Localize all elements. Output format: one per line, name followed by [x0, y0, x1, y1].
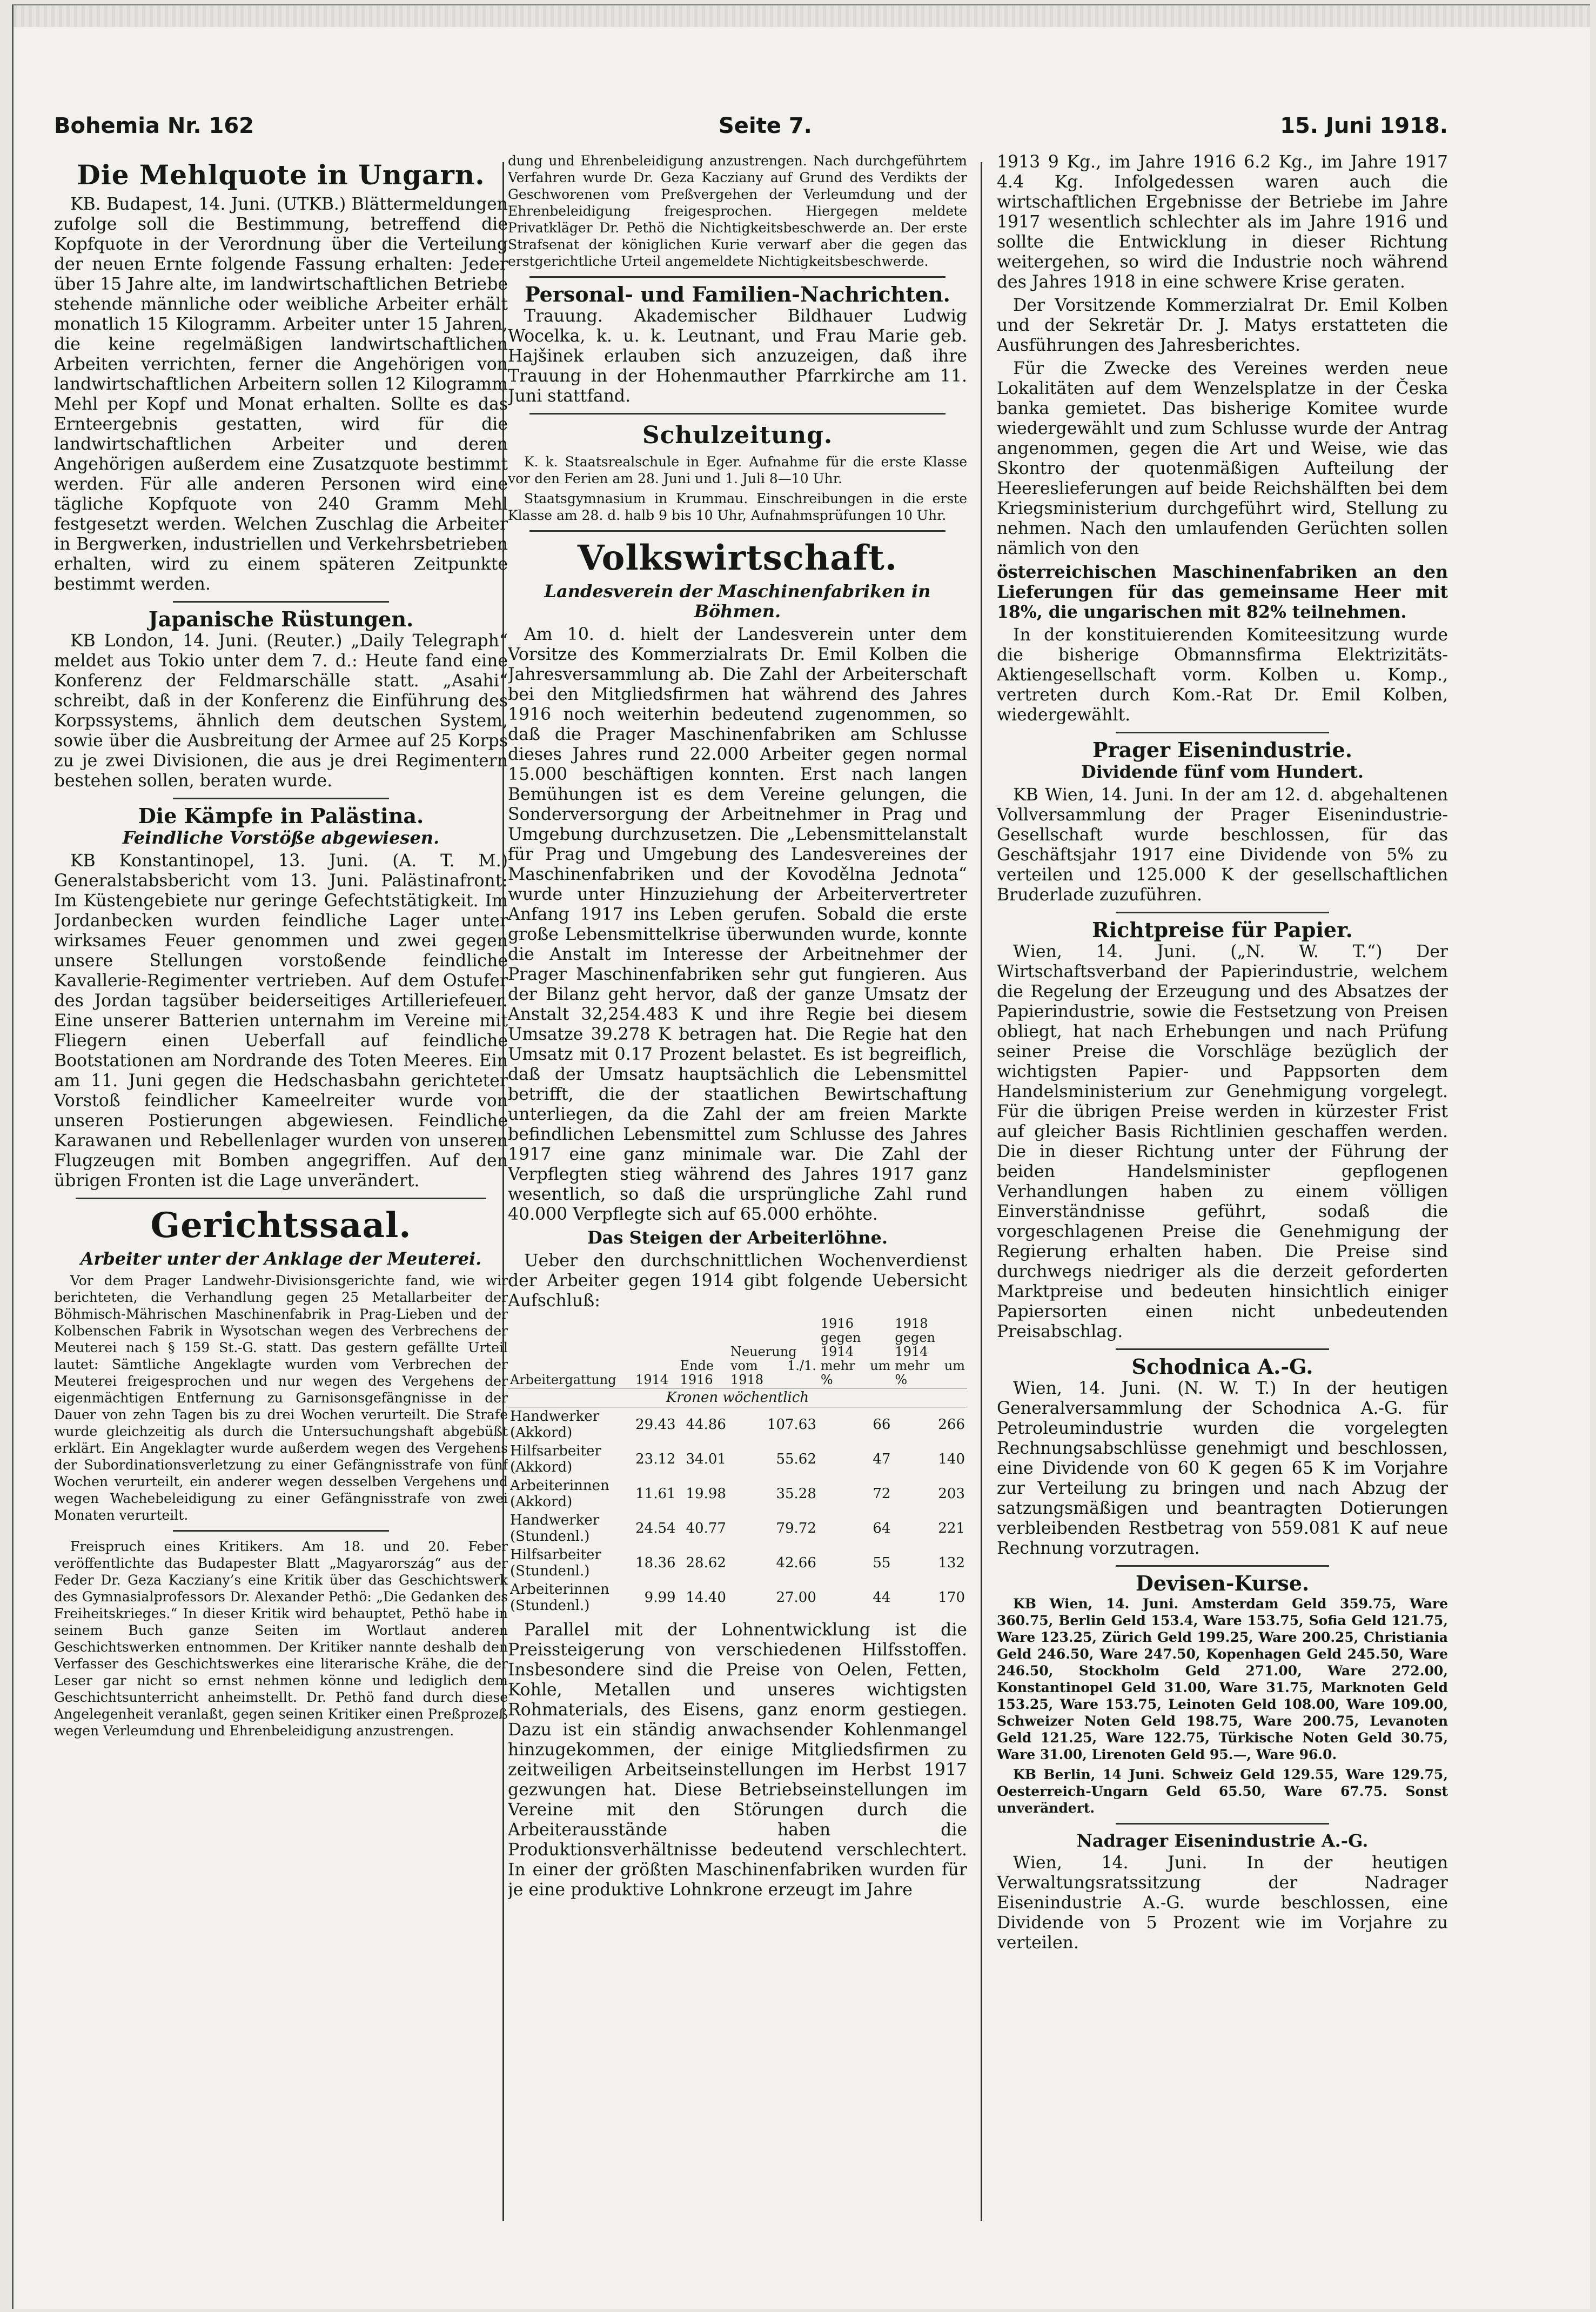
wages-col-header: 1916 gegen 1914 mehr um % — [819, 1315, 893, 1388]
divider — [1116, 732, 1329, 733]
wages-cell: 34.01 — [686, 1451, 726, 1467]
article-title-japan: Japanische Rüstungen. — [148, 607, 414, 631]
wages-cell: 44 — [873, 1589, 891, 1606]
wages-table-row — [508, 1580, 967, 1615]
wages-col-header: Neuerung vom 1./1. 1918 — [728, 1315, 819, 1388]
wages-cell: 11.61 — [635, 1486, 676, 1502]
wages-cell: 72 — [873, 1486, 891, 1502]
wages-cell: 79.72 — [776, 1520, 816, 1536]
schul-item-eger: K. k. Staatsrealschule in Eger. Aufnahme für die erste Klasse vor den Ferien am 28. Juni und 1. Juli 8—10 Uhr. — [508, 454, 967, 486]
divider — [1116, 1565, 1329, 1567]
divider — [529, 530, 945, 532]
section-title-volkswirtschaft: Volkswirtschaft. — [577, 538, 898, 578]
article-title-schodnica: Schodnica A.-G. — [1131, 1354, 1313, 1379]
article-body-japan: KB London, 14. Juni. (Reuter.) „Daily Telegraph“ meldet aus Tokio unter dem 7. d.: Heute fand eine Konferenz der Feldmarschälle statt. „Asahi“ schreibt, daß in der Konferenz die Einführung des Korpssystems, ähnlich dem deutschen System, sowie über die Ausbreitung der Armee auf 25 Korps zu je zwei Divisionen, die aus je drei Regimentern bestehen sollen, beraten wurde. — [54, 631, 508, 791]
scan-edge — [14, 5, 1590, 27]
wages-cell: 140 — [938, 1451, 965, 1467]
wages-table-row — [508, 1407, 967, 1442]
article-continuation-landesverein: 1913 9 Kg., im Jahre 1916 6.2 Kg., im Jahre 1917 4.4 Kg. Infolgedessen waren auch die wirtschaftlichen Ergebnisse der Betriebe im Jahre 1917 wesentlich schlechter als im Jahre 1916 und sollte die Entwicklung in dieser Richtung weitergehen, so wird die Industrie noch während des Jahres 1918 in eine schwere Krise geraten. — [997, 152, 1448, 292]
article-body-lokalitaeten: Für die Zwecke des Vereines werden neue Lokalitäten auf dem Wenzelsplatze in der Česka banka gemietet. Das bisherige Komitee wurde wiedergewählt und zum Schlusse wurde der Antrag angenommen, gegen die Art und Weise, wie das Skontro der quotenmäßigen Aufteilung der Heereslieferungen auf beide Reichshälften bei dem Kriegsministerium durchgeführt wird, Stellung zu nehmen. Nach den umlaufenden Gerüchten sollen nämlich von den — [997, 359, 1448, 558]
article-body-schodnica: Wien, 14. Juni. (N. W. T.) In der heutigen Generalversammlung der Schodnica A.-G. für Petroleumindustrie wurden die vorgelegten Rechnungsabschlüsse genehmigt und beschlossen, eine Dividende von 60 K gegen 65 K im Vorjahre zur Verteilung zu bringen und nach Abzug der satzungsmäßigen und beantragten Dotierungen verbleibenden Restbetrag von 559.081 K auf neue Rechnung vorzutragen. — [997, 1379, 1448, 1558]
wages-col-header: 1914 — [633, 1315, 678, 1388]
article-body-gerichtssaal: Vor dem Prager Landwehr-Divisionsgerichte fand, wie wir berichteten, die Verhandlung gegen 25 Metallarbeiter der Böhmisch-Mährischen Maschinenfabrik in Prag-Lieben und der Kolbenschen Fabrik in Wysotschan wegen des Verbrechens der Meuterei nach § 159 St.-G. statt. Das gestern gefällte Urteil lautet: Sämtliche Angeklagte wurden vom Verbrechen der Meuterei freigesprochen und nur wegen des Vergehens der eigenmächtigen Entfernung zu Garnisonsgefängnisse in der Dauer von zehn Tagen bis zu drei Wochen verurteilt. Die Strafe wurde gleichzeitig als durch die Untersuchungshaft abgebüßt erklärt. Ein Angeklagter wurde außerdem wegen des Vergehens der Subordinationsverletzung zu einer Gefängnisstrafe von fünf Wochen verurteilt, ein anderer wegen desselben Vergehens und wegen Wachebeleidigung zu einer Gefängnisstrafe von zwei Monaten verurteilt. — [54, 1273, 508, 1523]
article-body-mehlquote: KB. Budapest, 14. Juni. (UTKB.) Blättermeldungen zufolge soll die Bestimmung, betreffend die Kopfquote in der Verordnung über die Verteilung der neuen Ernte folgende Fassung erhalten: Jeder über 15 Jahre alte, im landwirtschaftlichen Betriebe stehende männliche oder weibliche Arbeiter erhält monatlich 15 Kilogramm. Arbeiter unter 15 Jahren, die keine regelmäßigen landwirtschaftlichen Arbeiten verrichten, ferner die Angehörigen von landwirtschaftlichen Arbeitern sollen 12 Kilogramm Mehl per Kopf und Monat erhalten. Sollte es das Ernteergebnis gestatten, wird für die landwirtschaftlichen Arbeiter und deren Angehörigen außerdem eine Zusatzquote bestimmt werden. Für alle anderen Personen wird eine tägliche Kopfquote von 240 Gramm Mehl festgesetzt werden. Welchen Zuschlag die Arbeiter in Bergwerken, industriellen und Verkehrsbetrieben erhalten, wird zu einem späteren Zeitpunkte bestimmt werden. — [54, 195, 508, 594]
article-title-prager: Prager Eisenindustrie. — [1092, 738, 1352, 762]
wages-table-subheader — [508, 1388, 967, 1407]
wages-cell: 203 — [938, 1486, 965, 1502]
wages-cell: 14.40 — [686, 1589, 726, 1606]
section-title-gerichtssaal: Gerichtssaal. — [150, 1205, 412, 1246]
wages-unit: Kronen wöchentlich — [508, 1388, 967, 1407]
wages-cell: Handwerker (Akkord) — [510, 1408, 600, 1441]
article-title-palaestina: Die Kämpfe in Palästina. — [138, 804, 424, 828]
wages-cell: 35.28 — [776, 1486, 816, 1502]
wages-cell: 266 — [938, 1416, 965, 1433]
divider — [76, 1198, 486, 1199]
article-body-lieferungen: österreichischen Maschinenfabriken an den Lieferungen für das gemeinsame Heer mit 18%, die ungarischen mit 82% teilnehmen. — [997, 562, 1448, 622]
wages-cell: 66 — [873, 1416, 891, 1433]
article-body-landesverein: Am 10. d. hielt der Landesverein unter dem Vorsitze des Kommerzialrats Dr. Emil Kolben die Jahresversammlung ab. Die Zahl der Arbeiterschaft bei den Mitgliedsfirmen hat während des Jahres 1916 noch weiterhin bedeutend zugenommen, so daß die Prager Maschinenfabriken am Schlusse dieses Jahres rund 22.000 Arbeiter gegen normal 15.000 beschäftigen konnten. Erst nach langen Bemühungen ist es dem Vereine gelungen, die Sonderversorgung der Arbeitnehmer in Prag und Umgebung durchzusetzen. Die „Lebensmittelanstalt für Prag und Umgebung des Landesvereines der Maschinenfabriken und der Kovodělna Jednota“ wurde unter Hinzuziehung der Arbeitervertreter Anfang 1917 ins Leben gerufen. Sobald die erste große Lebensmittelkrise überwunden wurde, konnte die Anstalt im Interesse der Arbeitnehmer der Prager Maschinenfabriken sehr gut fungieren. Aus der Bilanz geht hervor, daß der ganze Umsatz der Anstalt 32,254.483 K und ihre Regie bei diesem Umsatze 39.278 K betragen hat. Die Regie hat den Umsatz mit 0.17 Prozent belastet. Es ist begreiflich, daß der Umsatz hauptsächlich die Lebensmittel betrifft, die der staatlichen Bewirtschaftung unterliegen, da die Zahl der am freien Markte befindlichen Lebensmittel zum Schlusse des Jahres 1917 eine ganz minimale war. Die Zahl der Verpflegten stieg während des Jahres 1917 ganz wesentlich, so daß die ursprüngliche Zahl rund 40.000 Verpflegte sich auf 65.000 erhöhte. — [508, 625, 967, 1224]
wages-cell: 132 — [938, 1555, 965, 1571]
wages-cell: Hilfsarbeiter (Akkord) — [510, 1443, 601, 1475]
wages-col-header: Ende 1916 — [678, 1315, 728, 1388]
header-left: Bohemia Nr. 162 — [54, 113, 254, 138]
wages-cell: 27.00 — [776, 1589, 816, 1606]
wages-cell: 44.86 — [686, 1416, 726, 1433]
article-body-vorsitzende: Der Vorsitzende Kommerzialrat Dr. Emil Kolben und der Sekretär Dr. J. Matys erstatteten die Ausführungen des Jahresberichtes. — [997, 296, 1448, 355]
article-body-prager: KB Wien, 14. Juni. In der am 12. d. abgehaltenen Vollversammlung der Prager Eisenindustrie-Gesellschaft wurde beschlossen, für das Geschäftsjahr 1917 eine Dividende von 5% zu verteilen und 125.000 K der gesellschaftlichen Bruderlade zuzuführen. — [997, 785, 1448, 905]
wages-col-header: 1918 gegen 1914 mehr um % — [893, 1315, 967, 1388]
divider — [1116, 1348, 1329, 1350]
wages-cell: 170 — [938, 1589, 965, 1606]
wages-table-row — [508, 1511, 967, 1546]
page-header — [54, 113, 1448, 146]
article-body-kritiker: Freispruch eines Kritikers. Am 18. und 20. Feber veröffentlichte das Budapester Blatt „Magyarország“ aus der Feder Dr. Geza Kacziany’s eine Kritik über das Geschichtswerk des Gymnasialprofessors Dr. Alexander Pethö: „Die Gedanken des Freiheitskrieges.“ In dieser Kritik wird behauptet, Pethö habe in seinem Buch ganze Seiten im Wortlaut anderen Geschichtswerken entnommen. Der Kritiker nannte deshalb den Verfasser des Geschichtswerkes eine literarische Krähe, die der Leser gar nicht so ernst nehmen könne und lediglich dem Geschichtsunterricht anheimstellt. Dr. Pethö fand durch diese Angelegenheit veranlaßt, gegen seinen Kritiker einen Preßprozeß wegen Verleumdung und Ehrenbeleidigung anzustrengen. — [54, 1539, 508, 1739]
article-body-loehne: Parallel mit der Lohnentwicklung ist die Preissteigerung von verschiedenen Hilfsstoffen. Insbesondere sind die Preise von Oelen, Fetten, Kohle, Metallen und unseres wichtigsten Rohmaterials, des Eisens, ganz enorm gestiegen. Dazu ist ein ständig anwachsender Kohlenmangel hinzugekommen, der einige Mitgliedsfirmen zu zeitweiligen Arbeitseinstellungen im Herbst 1917 gezwungen hat. Diese Betriebseinstellungen im Vereine mit den Störungen durch die Arbeiterausstände haben die Produktionsverhältnisse bedeutend verschlechtert. In einer der größten Maschinenfabriken wurden für je eine produktive Lohnkrone erzeugt im Jahre — [508, 1620, 967, 1900]
column-2 — [508, 152, 967, 2249]
article-body-nadrager: Wien, 14. Juni. In der heutigen Verwaltungsratssitzung der Nadrager Eisenindustrie A.-G. wurde beschlossen, eine Dividende von 5 Prozent wie im Vorjahre zu verteilen. — [997, 1853, 1448, 1953]
wages-cell: 221 — [938, 1520, 965, 1536]
wages-table-row — [508, 1546, 967, 1580]
wages-cell: 107.63 — [767, 1416, 816, 1433]
wages-cell: 42.66 — [776, 1555, 816, 1571]
header-right: 15. Juni 1918. — [1280, 113, 1448, 138]
wages-cell: 40.77 — [686, 1520, 726, 1536]
article-body-personal: Trauung. Akademischer Bildhauer Ludwig Wocelka, k. u. k. Leutnant, und Frau Marie geb. Hajšinek erlauben sich anzuzeigen, daß ihre Trauung in der Hohenmauther Pfarrkirche am 11. Juni stattfand. — [508, 306, 967, 406]
wages-cell: 24.54 — [635, 1520, 676, 1536]
article-subtitle-gerichtssaal: Arbeiter unter der Anklage der Meuterei. — [80, 1248, 482, 1269]
wages-table — [508, 1315, 967, 1615]
wages-cell: 28.62 — [686, 1555, 726, 1571]
wages-cell: 29.43 — [635, 1416, 676, 1433]
wages-table-row — [508, 1442, 967, 1476]
section-title-schulzeitung: Schulzeitung. — [642, 422, 833, 449]
column-1 — [54, 152, 508, 2249]
divider — [529, 413, 945, 415]
wages-cell: 64 — [873, 1520, 891, 1536]
article-body-papier: Wien, 14. Juni. („N. W. T.“) Der Wirtschaftsverband der Papierindustrie, welchem die Regelung der Erzeugung und des Absatzes der Papierindustrie, sowie die Festsetzung von Preisen obliegt, hat nach Erhebungen und nach Prüfung seiner Preise die Vorschläge bezüglich der wichtigsten Papier- und Pappsorten dem Handelsministerium zur Genehmigung vorgelegt. Für die übrigen Preise werden in kürzester Frist auf gleicher Basis Richtlinien geschaffen werden. Die in dieser Richtung unter der Führung der beiden Handelsminister gepflogenen Verhandlungen haben zu einem völligen Einverständnisse geführt, sodaß die vorgeschlagenen Preise die Genehmigung der Regierung erhalten haben. Die Preise sind durchwegs niedriger als die derzeit geforderten Marktpreise und bedeuten hinsichtlich einiger Papiersorten einen nicht unbedeutenden Preisabschlag. — [997, 942, 1448, 1341]
article-body-devisen-berlin: KB Berlin, 14 Juni. Schweiz Geld 129.55, Ware 129.75, Oesterreich-Ungarn Geld 65.50, Ware 67.75. Sonst unverändert. — [997, 1767, 1448, 1816]
divider — [173, 798, 389, 799]
article-body-devisen-wien: KB Wien, 14. Juni. Amsterdam Geld 359.75, Ware 360.75, Berlin Geld 153.4, Ware 153.75, Sofia Geld 121.75, Ware 123.25, Zürich Geld 199.25, Ware 200.25, Christiania Geld 246.50, Ware 247.50, Kopenhagen Geld 245.50, Ware 246.50, Stockholm Geld 271.00, Ware 272.00, Konstantinopel Geld 31.00, Ware 31.75, Marknoten Geld 153.25, Ware 153.75, Leinoten Geld 108.00, Ware 109.00, Schweizer Noten Geld 198.75, Ware 200.75, Levanoten Geld 121.25, Ware 122.75, Türkische Noten Geld 30.75, Ware 31.00, Lirenoten Geld 95.—, Ware 96.0. — [997, 1596, 1448, 1762]
article-body-komitee: In der konstituierenden Komiteesitzung wurde die bisherige Obmannsfirma Elektrizitäts-Aktiengesellschaft vorm. Kolben u. Komp., vertreten durch Kom.-Rat Dr. Emil Kolben, wiedergewählt. — [997, 625, 1448, 725]
article-title-devisen: Devisen-Kurse. — [1135, 1571, 1310, 1595]
schul-item-krummau: Staatsgymnasium in Krummau. Einschreibungen in die erste Klasse am 28. d. halb 9 bis 10 Uhr, Aufnahmsprüfungen 10 Uhr. — [508, 491, 967, 523]
article-subtitle-landesverein: Landesverein der Maschinenfabriken in Böhmen. — [544, 581, 931, 622]
wages-cell: 55 — [873, 1555, 891, 1571]
wages-table-row — [508, 1476, 967, 1511]
wages-cell: 19.98 — [686, 1486, 726, 1502]
divider — [173, 1530, 389, 1532]
article-subtitle-palaestina: Feindliche Vorstöße abgewiesen. — [122, 827, 440, 848]
article-title-nadrager: Nadrager Eisenindustrie A.-G. — [1076, 1830, 1369, 1851]
article-body-loehne-intro: Ueber den durchschnittlichen Wochenverdienst der Arbeiter gegen 1914 gibt folgende Uebersicht Aufschluß: — [508, 1251, 967, 1311]
divider — [529, 276, 945, 278]
section-title-personal: Personal- und Familien-Nachrichten. — [525, 282, 950, 306]
article-title-mehlquote: Die Mehlquote in Ungarn. — [77, 159, 485, 191]
column-3 — [997, 152, 1448, 2249]
wages-cell: Arbeiterinnen (Akkord) — [510, 1478, 609, 1510]
wages-cell: Hilfsarbeiter (Stundenl.) — [510, 1547, 601, 1579]
wages-cell: Arbeiterinnen (Stundenl.) — [510, 1581, 609, 1614]
wages-cell: 9.99 — [644, 1589, 676, 1606]
divider — [173, 601, 389, 603]
wages-cell: 55.62 — [776, 1451, 816, 1467]
wages-cell: 18.36 — [635, 1555, 676, 1571]
divider — [1116, 912, 1329, 913]
article-subtitle-loehne: Das Steigen der Arbeiterlöhne. — [587, 1227, 888, 1248]
article-body-palaestina: KB Konstantinopel, 13. Juni. (A. T. M.) Generalstabsbericht vom 13. Juni. Palästinafront: Im Küstengebiete nur geringe Gefechtstätigkeit. Im Jordanbecken wurden feindliche Lager unter wirksames Feuer genommen und zwei gegen unsere Stellungen vorstoßende feindliche Kavallerie-Regimenter vertrieben. Auf dem Ostufer des Jordan tagsüber beiderseitiges Artilleriefeuer. Eine unserer Batterien unternahm im Vereine mit Fliegern einen Ueberfall auf feindliche Bootstationen am Nordrande des Toten Meeres. Ein am 11. Juni gegen die Hedschasbahn gerichteter Vorstoß feindlicher Kameelreiter wurde von unseren Postierungen abgewiesen. Feindliche Karawanen und Rebellenlager wurden von unseren Flugzeugen mit Bomben angegriffen. Auf den übrigen Fronten ist die Lage unverändert. — [54, 851, 508, 1191]
divider — [1116, 1823, 1329, 1825]
column-rule-2 — [981, 162, 982, 2221]
wages-cell: Handwerker (Stundenl.) — [510, 1512, 600, 1545]
wages-table-header — [508, 1315, 967, 1388]
article-title-papier: Richtpreise für Papier. — [1092, 918, 1353, 942]
wages-cell: 23.12 — [635, 1451, 676, 1467]
article-subtitle-prager: Dividende fünf vom Hundert. — [1081, 761, 1364, 782]
header-center: Seite 7. — [719, 113, 812, 138]
wages-col-header: Arbeitergattung — [508, 1315, 633, 1388]
article-continuation-kritiker: dung und Ehrenbeleidigung anzustrengen. Nach durchgeführtem Verfahren wurde Dr. Geza Kacziany auf Grund des Verdikts der Geschworenen vom Preßvergehen der Verleumdung und der Ehrenbeleidigung freigesprochen. Hiergegen meldete Privatkläger Dr. Pethö die Nichtigkeitsbeschwerde an. Der erste Strafsenat der königlichen Kurie verwarf aber die gegen das erstgerichtliche Urteil angemeldete Nichtigkeitsbeschwerde. — [508, 153, 967, 269]
wages-cell: 47 — [873, 1451, 891, 1467]
